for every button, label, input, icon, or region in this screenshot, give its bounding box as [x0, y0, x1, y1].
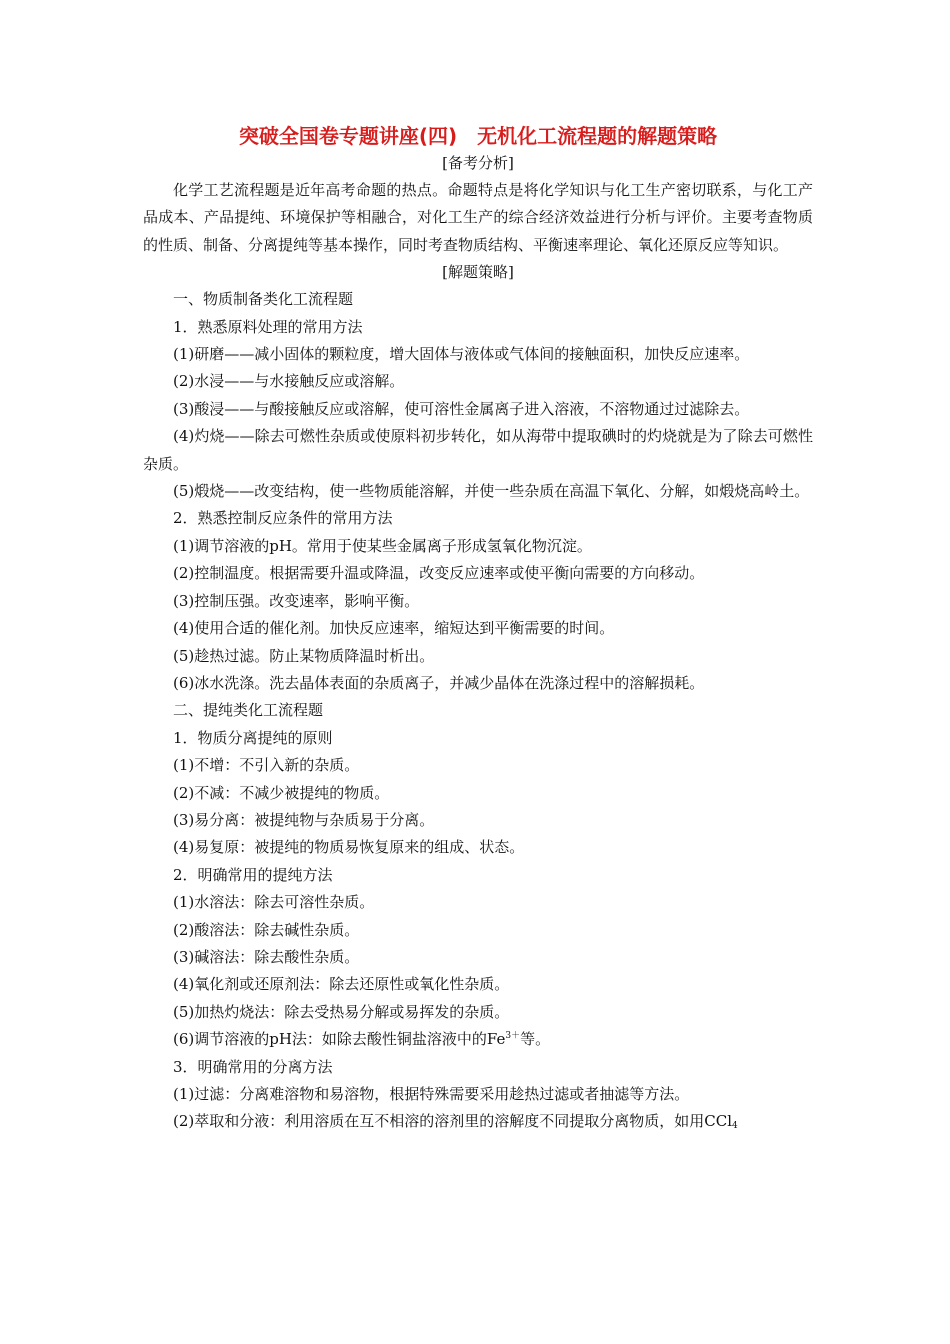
item6-suffix: 等。 — [520, 1030, 551, 1049]
part2-sub3-heading: 3．明确常用的分离方法 — [173, 1057, 333, 1076]
part1-sub1-heading: 1．熟悉原料处理的常用方法 — [173, 317, 363, 336]
part1-sub2-heading: 2．熟悉控制反应条件的常用方法 — [173, 509, 393, 528]
list-item: (4)灼烧——除去可燃性杂质或使原料初步转化，如从海带中提取碘时的灼烧就是为了除去可燃性杂质。 — [143, 427, 813, 473]
list-item: (1)不增：不引入新的杂质。 — [173, 756, 360, 775]
list-item: (2)水浸——与水接触反应或溶解。 — [173, 372, 405, 391]
list-item: (6)冰水洗涤。洗去晶体表面的杂质离子，并减少晶体在洗涤过程中的溶解损耗。 — [173, 673, 705, 692]
list-item: (4)易复原：被提纯的物质易恢复原来的组成、状态。 — [173, 838, 525, 857]
document-body — [143, 122, 813, 1136]
list-item: (2)不减：不减少被提纯的物质。 — [173, 783, 390, 802]
intro-paragraph: 化学工艺流程题是近年高考命题的热点。命题特点是将化学知识与化工生产密切联系，与化工产品成本、产品提纯、环境保护等相融合，对化工生产的综合经济效益进行分析与评价。主要考查物质的性质、制备、分离提纯等基本操作，同时考查物质结构、平衡速率理论、氧化还原反应等知识。 — [143, 181, 813, 254]
part2-sub1-heading: 1．物质分离提纯的原则 — [173, 728, 333, 747]
list-item: (2)酸溶法：除去碱性杂质。 — [173, 920, 360, 939]
part2-heading: 二、提纯类化工流程题 — [173, 701, 324, 720]
list-item: (3)酸浸——与酸接触反应或溶解，使可溶性金属离子进入溶液，不溶物通过过滤除去。 — [173, 399, 750, 418]
charge-superscript: 3＋ — [505, 1031, 521, 1042]
page-title: 突破全国卷专题讲座(四) 无机化工流程题的解题策略 — [238, 124, 718, 148]
section-label-strategy: [解题策略] — [442, 263, 514, 282]
section-label-analysis: [备考分析] — [442, 154, 514, 172]
list-item-fe-ion — [143, 1026, 813, 1053]
list-item: (1)研磨——减小固体的颗粒度，增大固体与液体或气体间的接触面积，加快反应速率。 — [173, 345, 750, 364]
list-item: (3)碱溶法：除去酸性杂质。 — [173, 947, 360, 966]
list-item: (5)煅烧——改变结构，使一些物质能溶解，并使一些杂质在高温下氧化、分解，如煅烧高岭土。 — [173, 482, 810, 501]
list-item: (3)易分离：被提纯物与杂质易于分离。 — [173, 810, 435, 829]
list-item: (5)加热灼烧法：除去受热易分解或易挥发的杂质。 — [173, 1002, 510, 1021]
list-item: (3)控制压强。改变速率，影响平衡。 — [173, 591, 420, 610]
list-item: (2)控制温度。根据需要升温或降温，改变反应速率或使平衡向需要的方向移动。 — [173, 564, 705, 583]
list-item: (4)氧化剂或还原剂法：除去还原性或氧化性杂质。 — [173, 975, 510, 994]
list-item: (1)调节溶液的pH。常用于使某些金属离子形成氢氧化物沉淀。 — [173, 536, 592, 555]
list-item: (1)水溶法：除去可溶性杂质。 — [173, 893, 375, 912]
list-item-ccl4 — [143, 1108, 813, 1135]
part1-heading: 一、物质制备类化工流程题 — [173, 290, 354, 309]
list-item: (1)过滤：分离难溶物和易溶物，根据特殊需要采用趁热过滤或者抽滤等方法。 — [173, 1085, 690, 1103]
item6-prefix: (6)调节溶液的pH法：如除去酸性铜盐溶液中的Fe — [173, 1030, 506, 1049]
part2-sub2-heading: 2．明确常用的提纯方法 — [173, 865, 333, 884]
list-item: (4)使用合适的催化剂。加快反应速率，缩短达到平衡需要的时间。 — [173, 619, 615, 638]
list-item: (5)趁热过滤。防止某物质降温时析出。 — [173, 646, 435, 665]
item2-prefix: (2)萃取和分液：利用溶质在互不相溶的溶剂里的溶解度不同提取分离物质，如用CCl — [173, 1112, 733, 1131]
formula-subscript: 4 — [732, 1121, 738, 1132]
